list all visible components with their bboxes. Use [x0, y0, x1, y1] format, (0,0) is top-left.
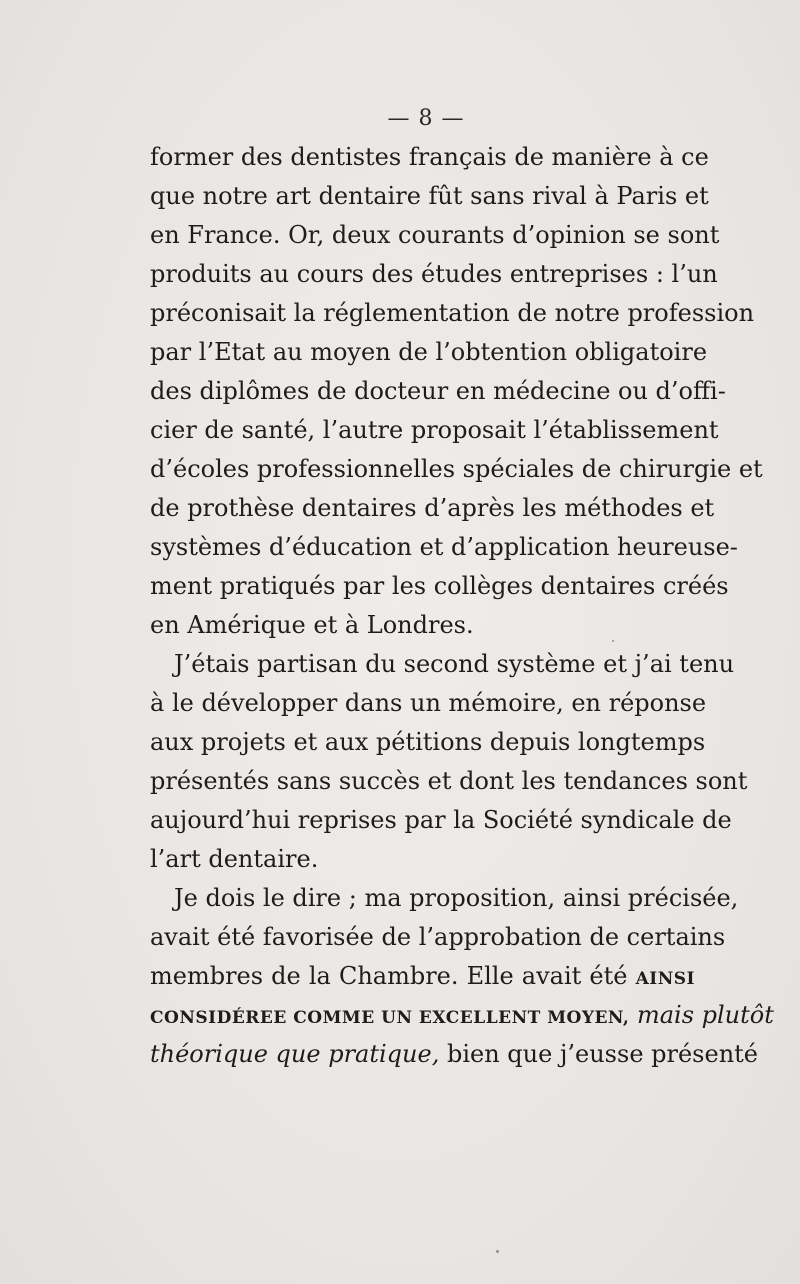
text-line-1: former des dentistes français de manière à ce [150, 143, 709, 171]
text-line-17: présentés sans succès et dont les tendances sont [150, 767, 748, 795]
text-line-22-main: membres de la Chambre. Elle avait été [150, 962, 628, 990]
text-line-23 [150, 996, 774, 1035]
text-line-4: produits au cours des études entreprises : l’un [150, 260, 718, 288]
text-line-18: aujourd’hui reprises par la Société syndicale de [150, 806, 732, 834]
italic-phrase-2: théorique que pratique, [150, 1040, 440, 1068]
text-line-22 [150, 957, 695, 996]
text-line-14: J’étais partisan du second système et j’ai tenu [174, 650, 735, 678]
text-line-6: par l’Etat au moyen de l’obtention obligatoire [150, 338, 708, 366]
paper-speck [612, 640, 614, 642]
smallcaps-ainsi: AINSI [635, 969, 695, 989]
text-line-2: que notre art dentaire fût sans rival à Paris et [150, 182, 709, 210]
text-line-9: d’écoles professionnelles spéciales de chirurgie et [150, 455, 763, 483]
body-text [150, 138, 774, 1074]
text-line-24 [150, 1035, 759, 1074]
text-line-10: de prothèse dentaires d’après les méthodes et [150, 494, 715, 522]
text-line-12: ment pratiqués par les collèges dentaires créés [150, 572, 729, 600]
smallcaps-phrase: CONSIDÉREE COMME UN EXCELLENT MOYEN, [150, 1008, 630, 1028]
page-number: — 8 — [387, 106, 465, 131]
text-line-7: des diplômes de docteur en médecine ou d’offi- [150, 377, 726, 405]
text-line-8: cier de santé, l’autre proposait l’établissement [150, 416, 719, 444]
paper-speck [496, 1250, 499, 1253]
text-line-21: avait été favorisée de l’approbation de certains [150, 923, 726, 951]
text-line-13: en Amérique et à Londres. [150, 611, 474, 639]
text-line-5: préconisait la réglementation de notre profession [150, 299, 755, 327]
text-line-3: en France. Or, deux courants d’opinion se sont [150, 221, 720, 249]
text-line-15: à le développer dans un mémoire, en réponse [150, 689, 707, 717]
text-line-16: aux projets et aux pétitions depuis longtemps [150, 728, 706, 756]
text-line-20: Je dois le dire ; ma proposition, ainsi précisée, [174, 884, 739, 912]
text-line-19: l’art dentaire. [150, 845, 319, 873]
text-line-11: systèmes d’éducation et d’application heureuse- [150, 533, 738, 561]
italic-phrase-1: mais plutôt [636, 1001, 774, 1029]
text-line-24-rest: bien que j’eusse présenté [446, 1040, 759, 1068]
